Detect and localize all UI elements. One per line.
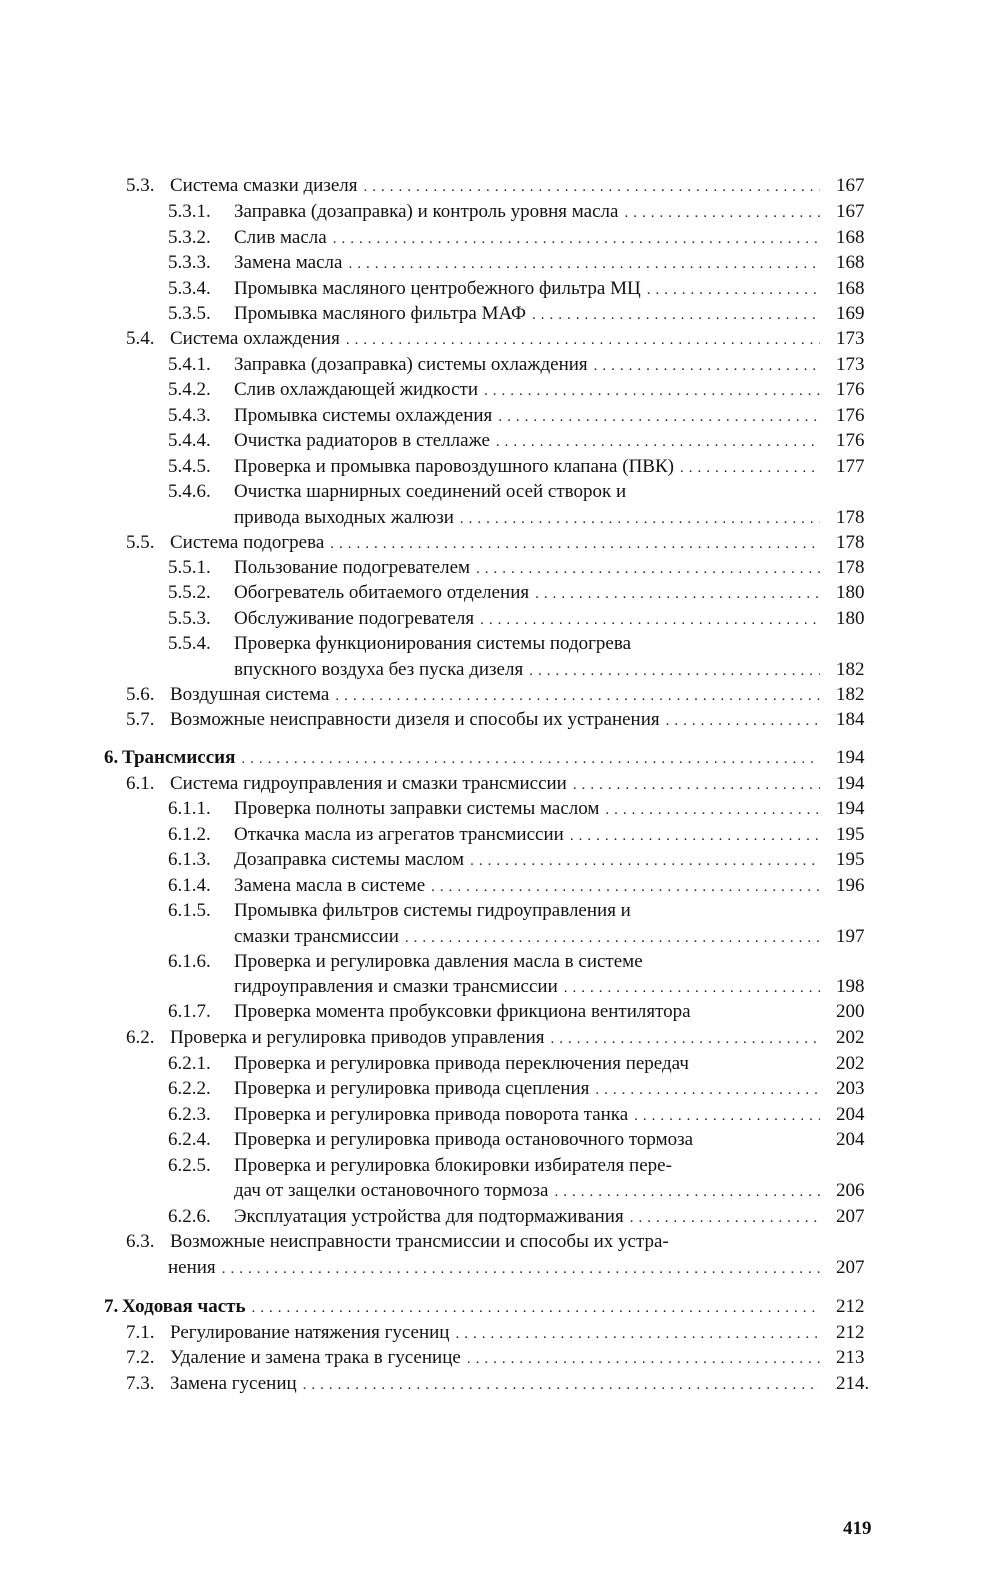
entry-number: 5.4.2. [168,379,211,400]
entry-title: Слив охлаждающей жидкости [234,379,478,400]
entry-page: 204 [836,1104,865,1125]
entry-title: Проверка и регулировка давления масла в системе [234,951,643,972]
toc-chapter [104,1295,826,1319]
entry-title: Откачка масла из агрегатов трансмиссии [234,824,564,845]
entry-page: 168 [836,252,865,273]
entry-page: 176 [836,430,865,451]
entry-title: Обогреватель обитаемого отделения [234,582,530,603]
toc-entry [168,556,826,580]
entry-number: 6.1. [126,773,155,794]
entry-number: 5.5.4. [168,633,211,654]
dot-leader [431,875,820,898]
dot-leader [222,1257,820,1280]
entry-title: Пользование подогревателем [234,557,471,578]
toc-entry [126,327,826,351]
dot-leader [498,405,820,428]
entry-title: Система смазки дизеля [170,175,358,196]
dot-leader [303,1373,820,1396]
entry-number: 5.3.5. [168,303,211,324]
entry-title: Эксплуатация устройства для подтормаживания [234,1206,624,1227]
entry-title: Проверка и промывка паровоздушного клапана (ПВК) [234,456,674,477]
toc-entry [168,823,826,847]
entry-page: 207 [836,1257,865,1278]
entry-page: 169 [836,303,865,324]
entry-page: 184 [836,709,865,730]
toc-entry [168,1154,826,1178]
entry-number: 7.3. [126,1373,155,1394]
toc-entry [168,874,826,898]
entry-page: 202 [836,1053,865,1074]
entry-page: 173 [836,328,865,349]
dot-leader [535,582,820,605]
dot-leader [348,252,820,275]
dot-leader [647,278,820,301]
toc-entry [168,607,826,631]
dot-leader [346,328,820,351]
entry-number: 6.2.2. [168,1078,211,1099]
dot-leader [551,1027,820,1050]
dot-leader [595,1078,820,1101]
entry-title: Очистка шарнирных соединений осей створок и [234,481,627,502]
entry-title: Промывка масляного центробежного фильтра МЦ [234,278,641,299]
chapter-title: Ходовая часть [122,1296,246,1317]
toc-entry [168,1103,826,1127]
toc-entry [126,1321,826,1345]
entry-title: Промывка масляного фильтра МАФ [234,303,527,324]
dot-leader [594,354,820,377]
toc-entry [168,899,826,923]
entry-number: 6.2. [126,1027,155,1048]
entry-number: 6.2.4. [168,1129,211,1150]
dot-leader [476,557,820,580]
entry-number: 6.1.2. [168,824,211,845]
entry-title: Проверка полноты заправки системы маслом [234,798,600,819]
entry-page: 182 [836,684,865,705]
entry-title: Проверка момента пробуксовки фрикциона вентилятора [234,1001,691,1022]
dot-leader [630,1206,820,1229]
entry-number: 5.3.2. [168,227,211,248]
entry-page: 194 [836,747,865,768]
toc-entry [168,1052,826,1076]
toc-entry [168,581,826,605]
entry-title: Проверка и регулировка привода переключения передач [234,1053,689,1074]
toc-entry [168,404,826,428]
toc-entry [168,848,826,872]
entry-number: 5.3.4. [168,278,211,299]
entry-number: 6.1.5. [168,900,211,921]
entry-page: 194 [836,798,865,819]
dot-leader [460,507,820,530]
entry-page: 195 [836,849,865,870]
entry-title: Проверка и регулировка привода остановочного тормоза [234,1129,694,1150]
entry-title: Проверка функционирования системы подогрева [234,633,632,654]
entry-page: 212 [836,1296,865,1317]
toc-entry [126,174,826,198]
entry-page: 176 [836,379,865,400]
entry-page: 176 [836,405,865,426]
entry-number: 6.1.6. [168,951,211,972]
chapter-number: 7. [104,1296,119,1317]
entry-title: Система подогрева [170,532,325,553]
toc-entry [168,797,826,821]
entry-number: 5.3.1. [168,201,211,222]
entry-title: впускного воздуха без пуска дизеля [234,659,524,680]
toc-entry [168,455,826,479]
entry-number: 5.4.4. [168,430,211,451]
entry-title: Обслуживание подогревателя [234,608,475,629]
dot-leader [570,824,820,847]
entry-title: Воздушная система [170,684,330,705]
entry-title: Проверка и регулировка привода сцепления [234,1078,590,1099]
dot-leader [335,684,820,707]
dot-leader [252,1296,820,1319]
entry-title: Промывка фильтров системы гидроуправления и [234,900,631,921]
entry-page: 168 [836,278,865,299]
toc-entry [168,429,826,453]
toc-entry [126,1026,826,1050]
dot-leader [605,798,820,821]
dot-leader [480,608,820,631]
toc-entry [126,1346,826,1370]
entry-number: 5.4.1. [168,354,211,375]
toc-entry [168,1128,826,1152]
entry-number: 6.1.7. [168,1001,211,1022]
dot-leader [484,379,820,402]
toc-entry [126,772,826,796]
toc-entry-continuation [234,506,826,530]
dot-leader [555,1180,821,1203]
entry-page: 194 [836,773,865,794]
toc-entry [168,1205,826,1229]
dot-leader [680,456,820,479]
dot-leader [330,532,820,555]
entry-number: 5.7. [126,709,155,730]
entry-page: 207 [836,1206,865,1227]
dot-leader [529,659,820,682]
dot-leader [564,976,820,999]
entry-title: Регулирование натяжения гусениц [170,1322,450,1343]
toc-entry [168,950,826,974]
toc-entry [126,531,826,555]
toc-entry [168,200,826,224]
entry-number: 6.2.1. [168,1053,211,1074]
dot-leader [455,1322,820,1345]
chapter-number: 6. [104,747,119,768]
entry-number: 7.2. [126,1347,155,1368]
entry-page: 178 [836,557,865,578]
entry-title: Система гидроуправления и смазки трансмиссии [170,773,567,794]
entry-page: 212 [836,1322,865,1343]
entry-title: Замена масла в системе [234,875,426,896]
entry-number: 6.1.1. [168,798,211,819]
entry-number: 6.2.5. [168,1155,211,1176]
entry-title: Заправка (дозаправка) системы охлаждения [234,354,588,375]
entry-page: 173 [836,354,865,375]
entry-number: 5.5. [126,532,155,553]
entry-title: Возможные неисправности дизеля и способы их устранения [170,709,660,730]
dot-leader [573,773,820,796]
toc-entry [168,1000,826,1024]
toc-entry [168,226,826,250]
entry-title: Заправка (дозаправка) и контроль уровня масла [234,201,619,222]
entry-number: 5.4. [126,328,155,349]
entry-number: 5.3.3. [168,252,211,273]
toc-entry [126,683,826,707]
entry-page: 213 [836,1347,865,1368]
entry-title: Проверка и регулировка привода поворота танка [234,1104,629,1125]
entry-page: 195 [836,824,865,845]
dot-leader [624,201,820,224]
toc-entry-continuation [234,1179,826,1203]
entry-number: 5.4.3. [168,405,211,426]
entry-title: Слив масла [234,227,327,248]
dot-leader [666,709,820,732]
entry-number: 6.1.4. [168,875,211,896]
entry-page: 204 [836,1129,865,1150]
dot-leader [405,926,820,949]
entry-page: 168 [836,227,865,248]
toc-entry [168,378,826,402]
toc-chapter [104,746,826,770]
dot-leader [532,303,820,326]
entry-page: 203 [836,1078,865,1099]
dot-leader [470,849,820,872]
entry-page: 200 [836,1001,865,1022]
entry-page: 180 [836,608,865,629]
entry-title: Дозаправка системы маслом [234,849,465,870]
page-number: 419 [843,1518,872,1539]
entry-number: 5.5.3. [168,608,211,629]
entry-title: Замена масла [234,252,343,273]
entry-title: Удаление и замена трака в гусенице [170,1347,461,1368]
entry-title: Проверка и регулировка блокировки избирателя пере- [234,1155,672,1176]
entry-number: 7.1. [126,1322,155,1343]
entry-page: 202 [836,1027,865,1048]
toc-entry [126,1372,826,1396]
entry-title: смазки трансмиссии [234,926,399,947]
entry-title: Очистка радиаторов в стеллаже [234,430,490,451]
entry-page: 198 [836,976,865,997]
dot-leader [364,175,821,198]
entry-number: 6.1.3. [168,849,211,870]
toc-entry [168,277,826,301]
dot-leader [333,227,820,250]
dot-leader [241,747,820,770]
entry-title: нения [168,1257,216,1278]
toc-entry [168,1077,826,1101]
dot-leader [467,1347,820,1370]
entry-title: гидроуправления и смазки трансмиссии [234,976,558,997]
toc-entry [126,1230,826,1254]
entry-number: 6.3. [126,1231,155,1252]
entry-page: 178 [836,532,865,553]
entry-page: 177 [836,456,865,477]
entry-page: 206 [836,1180,865,1201]
entry-number: 5.5.2. [168,582,211,603]
toc-entry [168,302,826,326]
toc-entry [168,480,826,504]
entry-title: Возможные неисправности трансмиссии и способы их устра- [170,1231,669,1252]
entry-number: 6.2.3. [168,1104,211,1125]
entry-page: 180 [836,582,865,603]
entry-number: 5.6. [126,684,155,705]
entry-page: 182 [836,659,865,680]
entry-title: Промывка системы охлаждения [234,405,493,426]
entry-number: 5.5.1. [168,557,211,578]
entry-title: дач от защелки остановочного тормоза [234,1180,549,1201]
toc-entry-continuation [234,975,826,999]
toc-entry-continuation [234,658,826,682]
toc-entry [168,632,826,656]
entry-title: Система охлаждения [170,328,340,349]
entry-page: 214. [836,1373,870,1394]
entry-page: 178 [836,507,865,528]
dot-leader [496,430,820,453]
entry-page: 196 [836,875,865,896]
toc-entry [168,353,826,377]
chapter-title: Трансмиссия [122,747,236,768]
entry-number: 5.4.5. [168,456,211,477]
entry-title: Проверка и регулировка приводов управления [170,1027,545,1048]
toc-entry-continuation [234,925,826,949]
entry-number: 5.4.6. [168,481,211,502]
entry-page: 167 [836,175,865,196]
entry-number: 6.2.6. [168,1206,211,1227]
toc-entry [168,251,826,275]
toc-entry [126,708,826,732]
entry-title: привода выходных жалюзи [234,507,454,528]
dot-leader [634,1104,820,1127]
entry-number: 5.3. [126,175,155,196]
entry-title: Замена гусениц [170,1373,297,1394]
entry-page: 197 [836,926,865,947]
entry-page: 167 [836,201,865,222]
toc-entry-continuation [168,1256,826,1280]
